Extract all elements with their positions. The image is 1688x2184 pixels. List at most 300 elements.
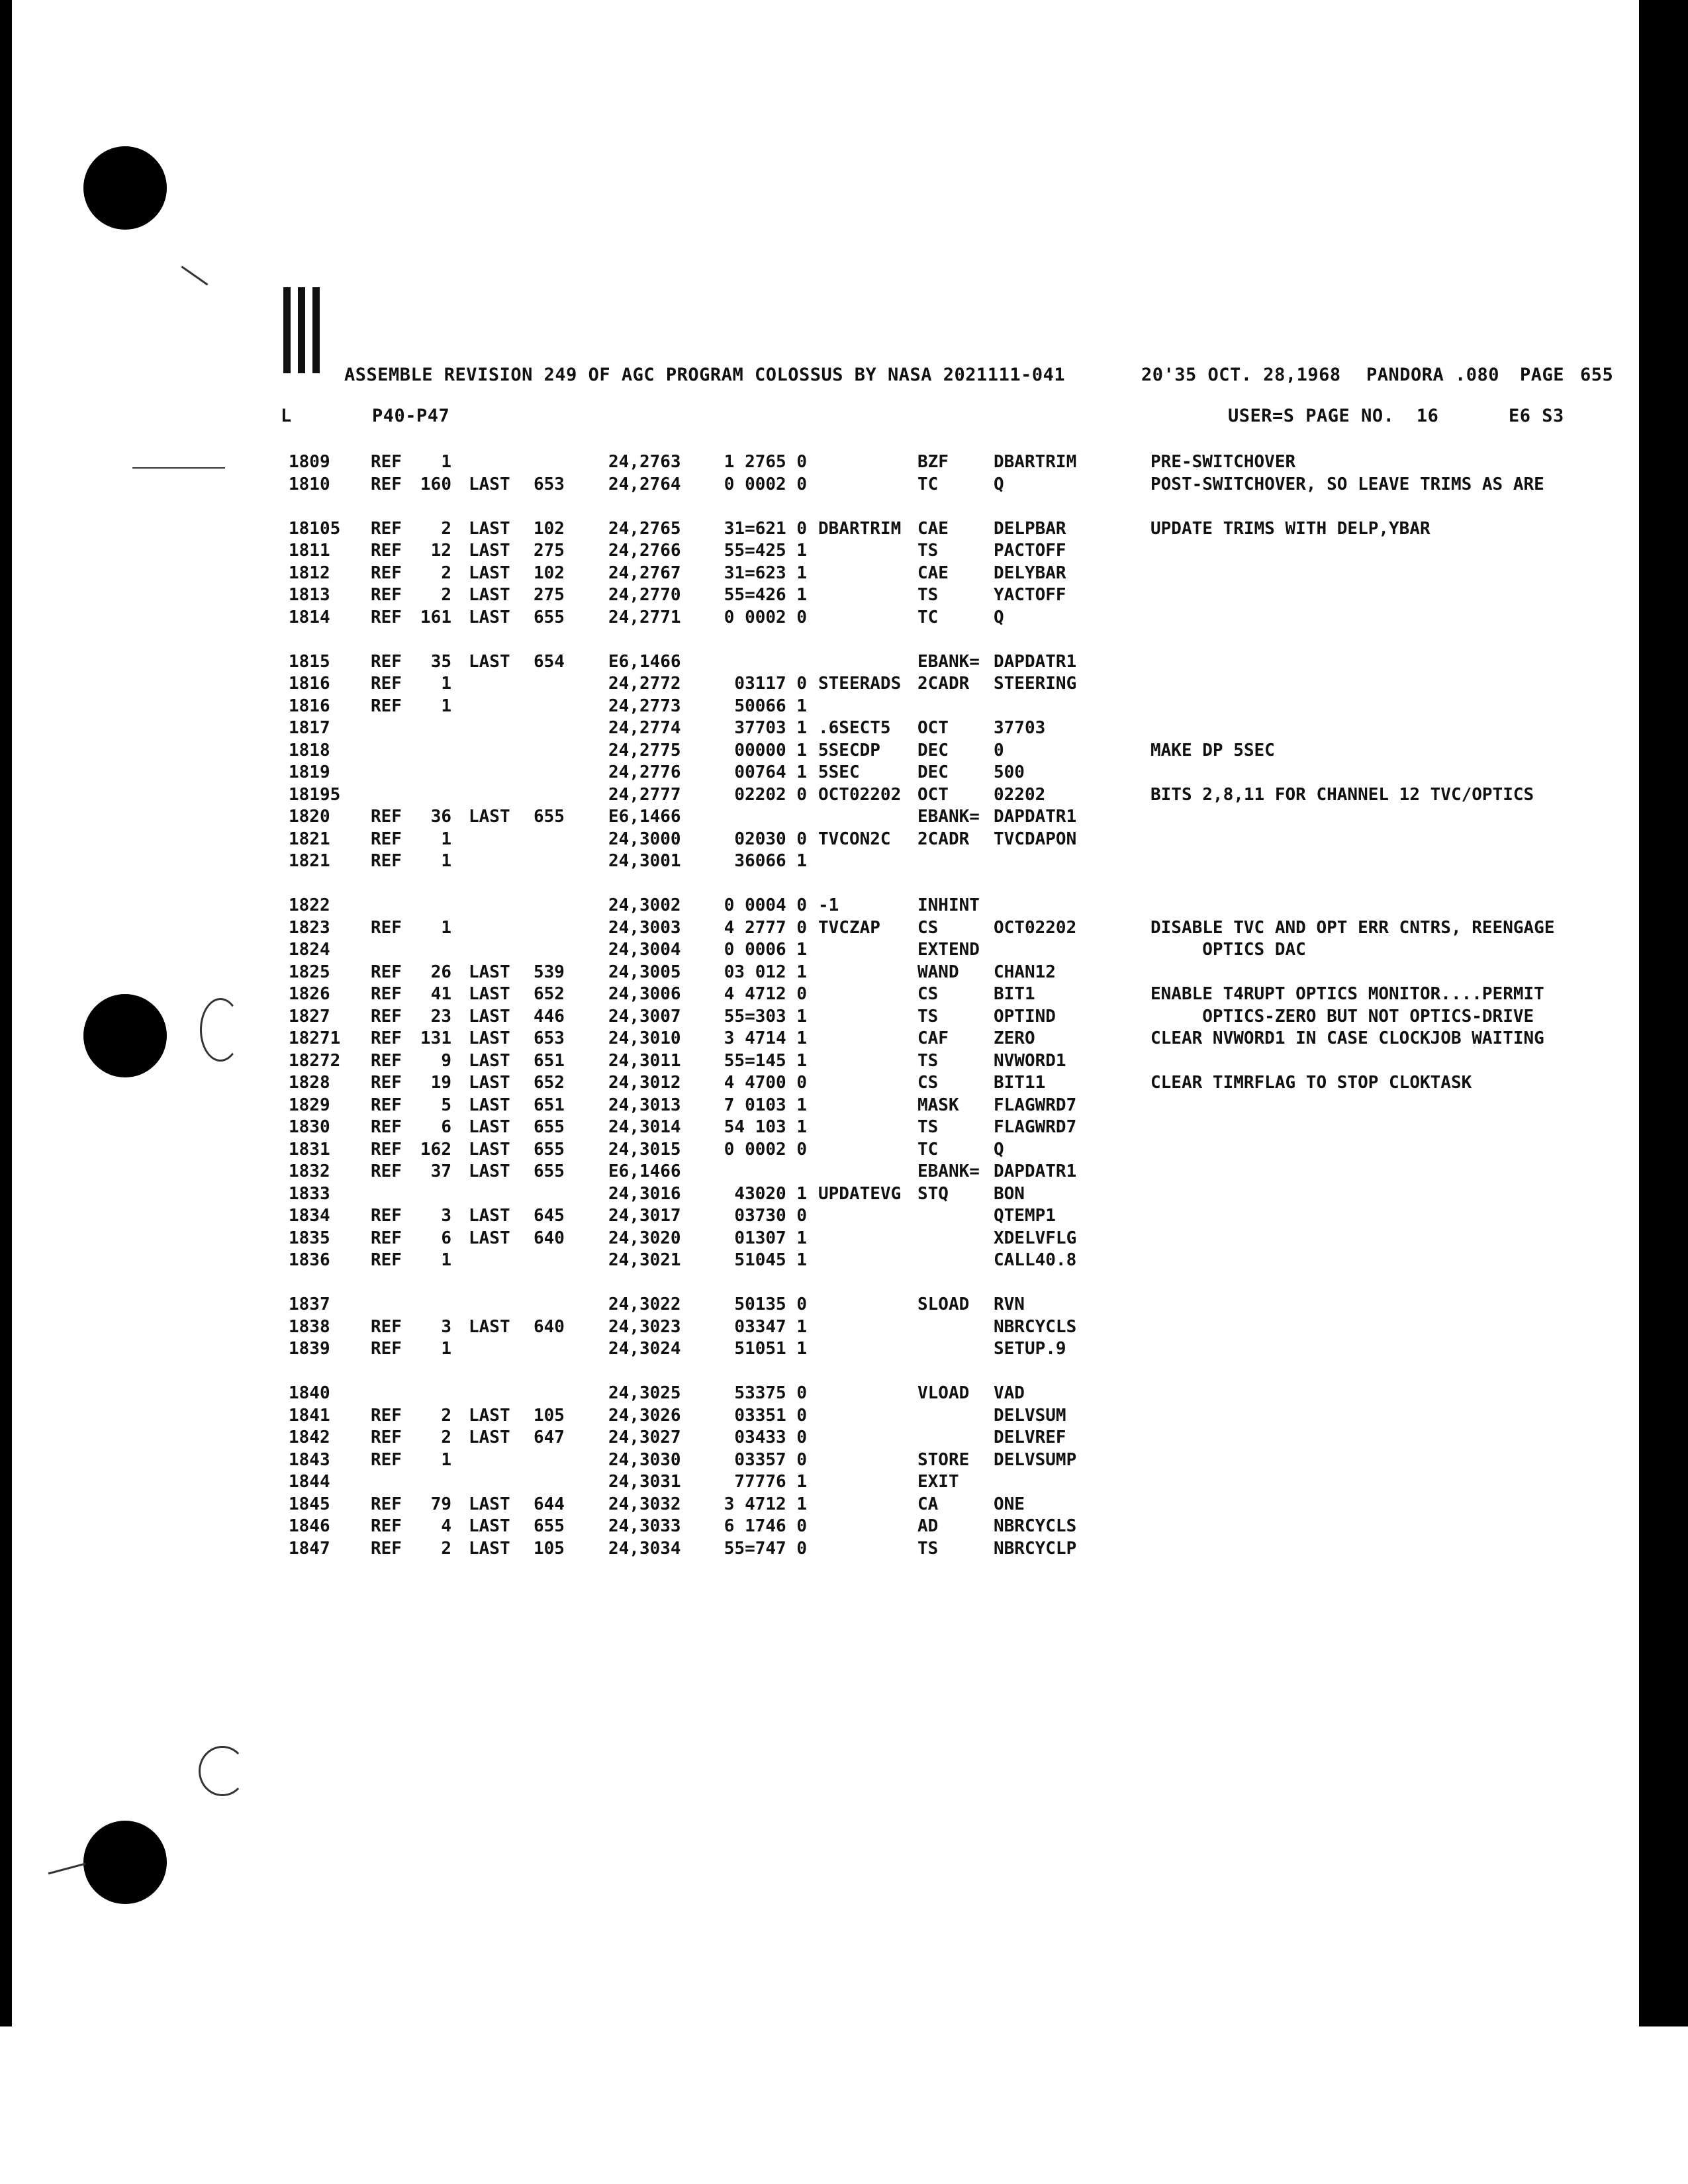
ref-tag: REF	[371, 829, 402, 849]
opcode: TS	[917, 1117, 939, 1137]
operand: DAPDATR1	[994, 651, 1077, 672]
last-page: 655	[534, 807, 565, 827]
ref-count: 1	[441, 1449, 451, 1470]
last-page: 539	[534, 962, 565, 982]
table-row	[289, 984, 1626, 1007]
opcode: DEC	[917, 762, 949, 782]
ref-count: 6	[441, 1117, 451, 1137]
line-number: 1824	[289, 940, 330, 960]
object-code: 03357 0	[734, 1449, 807, 1470]
table-row	[289, 785, 1626, 807]
last-tag: LAST	[469, 518, 510, 539]
operand: OPTIND	[994, 1006, 1056, 1026]
comment: MAKE DP 5SEC	[1150, 740, 1275, 760]
table-row	[289, 895, 1626, 918]
ref-count: 19	[430, 1073, 451, 1093]
object-code: 00764 1	[734, 762, 807, 782]
symbol-label: .6SECT5	[818, 718, 891, 738]
ref-count: 131	[420, 1028, 451, 1048]
address: 24,3025	[608, 1383, 681, 1403]
last-tag: LAST	[469, 1006, 510, 1026]
object-code: 4 4712 0	[724, 984, 807, 1004]
last-page: 655	[534, 607, 565, 627]
line-number: 1814	[289, 607, 330, 627]
operand: NBRCYCLP	[994, 1538, 1077, 1559]
object-code: 0 0006 1	[724, 940, 807, 960]
ref-count: 2	[441, 563, 451, 583]
last-page: 645	[534, 1206, 565, 1226]
object-code: 55=303 1	[724, 1006, 807, 1026]
operand: 02202	[994, 784, 1046, 805]
last-tag: LAST	[469, 474, 510, 494]
ref-tag: REF	[371, 1073, 402, 1093]
ref-count: 1	[441, 917, 451, 938]
ref-count: 41	[430, 984, 451, 1004]
comment: DISABLE TVC AND OPT ERR CNTRS, REENGAGE	[1150, 917, 1555, 938]
operand: DAPDATR1	[994, 807, 1077, 827]
ref-count: 6	[441, 1228, 451, 1248]
last-tag: LAST	[469, 962, 510, 982]
line-number: 1839	[289, 1339, 330, 1359]
line-number: 1820	[289, 807, 330, 827]
table-row	[289, 851, 1626, 874]
operand: VAD	[994, 1383, 1025, 1403]
ref-tag: REF	[371, 1228, 402, 1248]
paper-mark	[132, 467, 225, 469]
ref-tag: REF	[371, 1161, 402, 1181]
opcode: EXTEND	[917, 940, 980, 960]
last-tag: LAST	[469, 1228, 510, 1248]
line-number: 1838	[289, 1316, 330, 1337]
bank-info: E6 S3	[1509, 406, 1564, 426]
symbol-label: 5SECDP	[818, 740, 880, 760]
opcode: TS	[917, 1006, 939, 1026]
object-code: 0 0002 0	[724, 474, 807, 494]
operand: RVN	[994, 1295, 1025, 1314]
last-page: 655	[534, 1516, 565, 1536]
operand: SETUP.9	[994, 1339, 1066, 1359]
comment: CLEAR NVWORD1 IN CASE CLOCKJOB WAITING	[1150, 1028, 1544, 1048]
opcode: STORE	[917, 1449, 970, 1470]
table-row	[289, 962, 1626, 985]
ref-tag: REF	[371, 696, 402, 716]
last-tag: LAST	[469, 1073, 510, 1093]
ref-tag: REF	[371, 1250, 402, 1270]
object-code: 51051 1	[734, 1339, 807, 1359]
ref-tag: REF	[371, 1117, 402, 1137]
table-row	[289, 1007, 1626, 1029]
paper-mark	[48, 1863, 86, 1875]
line-number: 1819	[289, 762, 330, 782]
last-page: 647	[534, 1428, 565, 1447]
paper-mark	[199, 1746, 246, 1796]
last-tag: LAST	[469, 807, 510, 827]
line-number: 18195	[289, 784, 341, 805]
line-number: 1815	[289, 651, 330, 672]
object-code: 00000 1	[734, 740, 807, 760]
ref-tag: REF	[371, 984, 402, 1004]
address: 24,3021	[608, 1250, 681, 1270]
ref-tag: REF	[371, 1050, 402, 1071]
address: 24,3034	[608, 1538, 681, 1559]
ref-count: 79	[430, 1494, 451, 1514]
ref-count: 35	[430, 651, 451, 672]
ref-count: 1	[441, 674, 451, 694]
operand: DELYBAR	[994, 563, 1066, 583]
symbol-label: TVCON2C	[818, 829, 891, 849]
opcode: OCT	[917, 718, 949, 738]
last-page: 105	[534, 1538, 565, 1559]
last-page: 102	[534, 563, 565, 583]
table-row	[289, 807, 1626, 829]
ref-count: 5	[441, 1095, 451, 1115]
operand: 500	[994, 762, 1025, 782]
symbol-label: -1	[818, 895, 839, 915]
last-page: 655	[534, 1117, 565, 1137]
table-row	[289, 1140, 1626, 1162]
ref-tag: REF	[371, 1494, 402, 1514]
opcode: CS	[917, 917, 939, 938]
address: 24,3011	[608, 1050, 681, 1071]
comment: OPTICS-ZERO BUT NOT OPTICS-DRIVE	[1150, 1006, 1534, 1026]
address: 24,3016	[608, 1183, 681, 1204]
line-number: 1833	[289, 1183, 330, 1204]
line-number: 1817	[289, 718, 330, 738]
last-tag: LAST	[469, 984, 510, 1004]
object-code: 31=621 0	[724, 518, 807, 539]
address: 24,3020	[608, 1228, 681, 1248]
scan-edge-left	[0, 0, 12, 2026]
paper-mark	[200, 998, 241, 1062]
symbol-label: TVCZAP	[818, 917, 880, 938]
object-code: 55=145 1	[724, 1050, 807, 1071]
operand: BON	[994, 1183, 1025, 1204]
address: 24,3022	[608, 1295, 681, 1314]
last-tag: LAST	[469, 1428, 510, 1447]
ref-tag: REF	[371, 1095, 402, 1115]
page-label: PAGE	[1520, 365, 1565, 385]
address: E6,1466	[608, 1161, 681, 1181]
ref-tag: REF	[371, 518, 402, 539]
line-number: 1821	[289, 829, 330, 849]
last-tag: LAST	[469, 1050, 510, 1071]
ref-tag: REF	[371, 962, 402, 982]
operand: DBARTRIM	[994, 452, 1077, 472]
line-number: 1830	[289, 1117, 330, 1137]
section-title: P40-P47	[372, 406, 450, 426]
table-row	[289, 1494, 1626, 1517]
ref-count: 23	[430, 1006, 451, 1026]
last-tag: LAST	[469, 541, 510, 561]
table-row	[289, 475, 1626, 497]
opcode: SLOAD	[917, 1295, 970, 1314]
ref-count: 1	[441, 1339, 451, 1359]
opcode: TS	[917, 541, 939, 561]
ref-count: 160	[420, 474, 451, 494]
address: 24,3005	[608, 962, 681, 982]
address: 24,3006	[608, 984, 681, 1004]
object-code: 31=623 1	[724, 563, 807, 583]
operand: DELPBAR	[994, 518, 1066, 539]
symbol-label: UPDATEVG	[818, 1183, 902, 1204]
ref-tag: REF	[371, 1449, 402, 1470]
operand: PACTOFF	[994, 541, 1066, 561]
address: 24,2766	[608, 541, 681, 561]
ref-count: 1	[441, 1250, 451, 1270]
address: 24,3012	[608, 1073, 681, 1093]
page-number: 655	[1580, 365, 1614, 385]
ref-count: 3	[441, 1206, 451, 1226]
address: 24,3030	[608, 1449, 681, 1470]
ref-tag: REF	[371, 563, 402, 583]
line-number: 1822	[289, 895, 330, 915]
table-row	[289, 1428, 1626, 1450]
operand: Q	[994, 607, 1004, 627]
object-code: 53375 0	[734, 1383, 807, 1403]
last-page: 105	[534, 1405, 565, 1426]
line-number: 1836	[289, 1250, 330, 1270]
operand: NBRCYCLS	[994, 1316, 1077, 1337]
opcode: MASK	[917, 1095, 959, 1115]
last-tag: LAST	[469, 1117, 510, 1137]
timestamp: 20'35 OCT. 28,1968	[1141, 365, 1341, 385]
address: 24,2776	[608, 762, 681, 782]
operand: CALL40.8	[994, 1250, 1077, 1270]
opcode: 2CADR	[917, 829, 970, 849]
ref-tag: REF	[371, 541, 402, 561]
comment: UPDATE TRIMS WITH DELP,YBAR	[1150, 518, 1430, 539]
opcode: TS	[917, 1538, 939, 1559]
ref-tag: REF	[371, 1516, 402, 1536]
object-code: 54 103 1	[724, 1117, 807, 1137]
last-page: 651	[534, 1095, 565, 1115]
line-number: 1813	[289, 585, 330, 605]
object-code: 0 0004 0	[724, 895, 807, 915]
left-marker: L	[281, 406, 292, 426]
address: 24,3014	[608, 1117, 681, 1137]
last-tag: LAST	[469, 585, 510, 605]
object-code: 50066 1	[734, 696, 807, 716]
opcode: CS	[917, 984, 939, 1004]
opcode: 2CADR	[917, 674, 970, 694]
table-row	[289, 696, 1626, 719]
address: 24,3010	[608, 1028, 681, 1048]
address: 24,2771	[608, 607, 681, 627]
comment: ENABLE T4RUPT OPTICS MONITOR....PERMIT	[1150, 984, 1544, 1004]
ref-count: 2	[441, 1428, 451, 1447]
line-number: 1816	[289, 696, 330, 716]
object-code: 03347 1	[734, 1316, 807, 1337]
opcode: CAE	[917, 518, 949, 539]
opcode: TC	[917, 1139, 939, 1160]
object-code: 3 4714 1	[724, 1028, 807, 1048]
last-page: 644	[534, 1494, 565, 1514]
object-code: 03730 0	[734, 1206, 807, 1226]
opcode: TS	[917, 585, 939, 605]
table-row	[289, 1250, 1626, 1273]
table-row	[289, 1295, 1626, 1317]
table-row	[289, 918, 1626, 940]
ref-tag: REF	[371, 1028, 402, 1048]
last-page: 275	[534, 585, 565, 605]
object-code: 37703 1	[734, 718, 807, 738]
opcode: INHINT	[917, 895, 980, 915]
opcode: TS	[917, 1050, 939, 1071]
ref-tag: REF	[371, 474, 402, 494]
punch-hole-icon	[83, 146, 167, 230]
address: 24,3002	[608, 895, 681, 915]
address: 24,3001	[608, 851, 681, 871]
last-tag: LAST	[469, 1538, 510, 1559]
site-id: PANDORA .080	[1366, 365, 1500, 385]
table-row	[289, 1051, 1626, 1073]
ref-tag: REF	[371, 1316, 402, 1337]
last-page: 275	[534, 541, 565, 561]
ref-count: 9	[441, 1050, 451, 1071]
object-code: 02030 0	[734, 829, 807, 849]
object-code: 4 4700 0	[724, 1073, 807, 1093]
line-number: 1826	[289, 984, 330, 1004]
listing-title: ASSEMBLE REVISION 249 OF AGC PROGRAM COLOSSUS BY NASA 2021111-041	[344, 365, 1066, 385]
object-code: 03351 0	[734, 1405, 807, 1426]
object-code: 03117 0	[734, 674, 807, 694]
ref-tag: REF	[371, 851, 402, 871]
last-tag: LAST	[469, 1516, 510, 1536]
ref-tag: REF	[371, 1206, 402, 1226]
user-page: USER=S PAGE NO. 16	[1228, 406, 1439, 426]
symbol-label: STEERADS	[818, 674, 902, 694]
table-row	[289, 741, 1626, 763]
last-page: 640	[534, 1228, 565, 1248]
symbol-label: 5SEC	[818, 762, 860, 782]
comment: BITS 2,8,11 FOR CHANNEL 12 TVC/OPTICS	[1150, 784, 1534, 805]
operand: DAPDATR1	[994, 1161, 1077, 1181]
object-code: 01307 1	[734, 1228, 807, 1248]
ref-tag: REF	[371, 651, 402, 672]
address: 24,3023	[608, 1316, 681, 1337]
table-row	[289, 1117, 1626, 1140]
opcode: TC	[917, 607, 939, 627]
opcode: EBANK=	[917, 651, 980, 672]
object-code: 43020 1	[734, 1183, 807, 1204]
table-row	[289, 829, 1626, 852]
last-tag: LAST	[469, 1095, 510, 1115]
operand: DELVSUMP	[994, 1449, 1077, 1470]
line-number: 18271	[289, 1028, 341, 1048]
last-page: 653	[534, 1028, 565, 1048]
line-number: 1823	[289, 917, 330, 938]
opcode: CA	[917, 1494, 939, 1514]
address: 24,2763	[608, 452, 681, 472]
ref-tag: REF	[371, 607, 402, 627]
operand: BIT11	[994, 1073, 1046, 1093]
ref-count: 37	[430, 1161, 451, 1181]
opcode: CAE	[917, 563, 949, 583]
operand: Q	[994, 474, 1004, 494]
table-row	[289, 1095, 1626, 1118]
opcode: BZF	[917, 452, 949, 472]
address: 24,3032	[608, 1494, 681, 1514]
table-row	[289, 1472, 1626, 1494]
operand: ONE	[994, 1494, 1025, 1514]
ref-count: 4	[441, 1516, 451, 1536]
table-row	[289, 1339, 1626, 1361]
address: 24,3015	[608, 1139, 681, 1160]
opcode: STQ	[917, 1183, 949, 1204]
ref-count: 26	[430, 962, 451, 982]
object-code: 55=425 1	[724, 541, 807, 561]
address: 24,3004	[608, 940, 681, 960]
last-page: 640	[534, 1316, 565, 1337]
operand: NVWORD1	[994, 1050, 1066, 1071]
ref-tag: REF	[371, 1405, 402, 1426]
table-row	[289, 1161, 1626, 1184]
table-row	[289, 1184, 1626, 1206]
line-number: 1827	[289, 1006, 330, 1026]
ref-count: 161	[420, 607, 451, 627]
address: 24,3033	[608, 1516, 681, 1536]
assembly-listing	[289, 452, 1626, 1561]
last-page: 102	[534, 518, 565, 539]
ref-count: 3	[441, 1316, 451, 1337]
table-row	[289, 652, 1626, 674]
last-tag: LAST	[469, 1206, 510, 1226]
table-row	[289, 1317, 1626, 1340]
last-tag: LAST	[469, 1316, 510, 1337]
line-number: 1835	[289, 1228, 330, 1248]
punch-hole-icon	[83, 1821, 167, 1904]
last-page: 446	[534, 1006, 565, 1026]
comment: OPTICS DAC	[1150, 940, 1306, 960]
last-tag: LAST	[469, 1405, 510, 1426]
comment: CLEAR TIMRFLAG TO STOP CLOKTASK	[1150, 1073, 1472, 1093]
operand: DELVSUM	[994, 1405, 1066, 1426]
table-row	[289, 585, 1626, 608]
last-page: 655	[534, 1139, 565, 1160]
ref-count: 2	[441, 585, 451, 605]
address: 24,2770	[608, 585, 681, 605]
line-number: 1841	[289, 1405, 330, 1426]
ref-count: 2	[441, 1538, 451, 1559]
last-tag: LAST	[469, 563, 510, 583]
scan-edge-right	[1639, 0, 1688, 2026]
address: 24,3013	[608, 1095, 681, 1115]
ref-count: 1	[441, 696, 451, 716]
header-bar-mark	[283, 287, 324, 373]
line-number: 1845	[289, 1494, 330, 1514]
table-row	[289, 1073, 1626, 1095]
object-code: 55=747 0	[724, 1538, 807, 1559]
table-row	[289, 674, 1626, 696]
ref-count: 1	[441, 829, 451, 849]
operand: Q	[994, 1139, 1004, 1160]
operand: STEERING	[994, 674, 1077, 694]
ref-tag: REF	[371, 1428, 402, 1447]
last-page: 652	[534, 1073, 565, 1093]
address: 24,3017	[608, 1206, 681, 1226]
object-code: 0 0002 0	[724, 1139, 807, 1160]
operand: QTEMP1	[994, 1206, 1056, 1226]
operand: 37703	[994, 718, 1046, 738]
comment: PRE-SWITCHOVER	[1150, 452, 1296, 472]
operand: OCT02202	[994, 917, 1077, 938]
address: 24,3031	[608, 1472, 681, 1492]
line-number: 1834	[289, 1206, 330, 1226]
object-code: 6 1746 0	[724, 1516, 807, 1536]
operand: NBRCYCLS	[994, 1516, 1077, 1536]
last-tag: LAST	[469, 1161, 510, 1181]
address: 24,2764	[608, 474, 681, 494]
